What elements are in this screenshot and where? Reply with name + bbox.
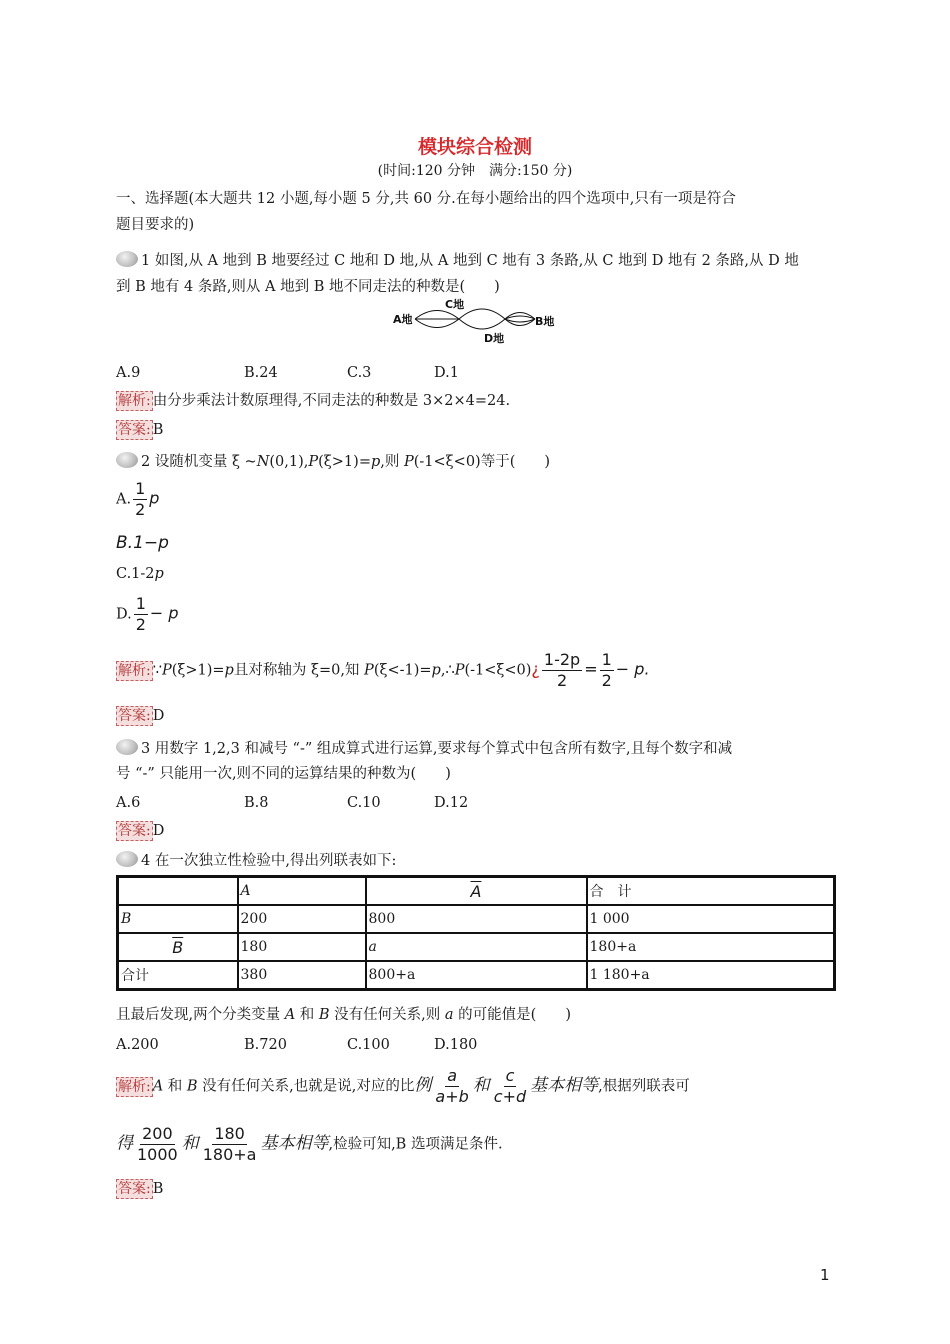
diagram-paths [415,309,535,329]
question-3-answer [116,820,164,842]
option-b[interactable]: B.1−p [116,533,169,553]
fraction: $\frac{1-2p}{2}$ [543,650,581,690]
question-4-analysis-line-2: 得 $\frac{200}{1000}$ 和 $\frac{180}{180+a}$ 基本相等,检验可知,B 选项满足条件. [116,1124,503,1164]
table-cell: 1 180+a [587,961,835,990]
page-title: 模块综合检测 [417,136,532,158]
table-cell: 800+a [366,961,587,990]
fraction: $\frac{200}{1000}$ [137,1124,178,1164]
table-cell: B [118,905,238,933]
contingency-table [116,875,836,991]
question-4-condition: 且最后发现,两个分类变量 A 和 B 没有任何关系,则 a 的可能值是( ) [116,1007,571,1023]
table-row [118,961,835,990]
question-2-stem: 2 设随机变量 ξ ~N(0,1),P(ξ>1)=p,则 P(-1<ξ<0)等于( ) [116,451,550,473]
table-cell: 380 [238,961,366,990]
table-cell: 1 000 [587,905,835,933]
analysis-tag: 解析: [118,662,151,679]
option-d[interactable]: D.12 [434,795,469,811]
fraction: $\frac{c}{c+d}$ [493,1066,527,1106]
question-marker-icon [116,452,138,468]
answer-value: D [152,823,165,839]
analysis-tag: 解析: [118,1078,151,1095]
answer-value: B [152,1181,164,1197]
option-d[interactable]: D.180 [434,1037,478,1053]
question-2-analysis: 解析: ∵P(ξ>1)=p且对称轴为 ξ=0,知 P(ξ<-1)=p,∴P(-1<ξ<0)¿ $\frac{1-2p}{2}$ = $\frac{1}{2}$ − p. [118,650,650,690]
question-4-answer [116,1178,163,1200]
question-1-analysis [116,390,510,412]
question-4-options [116,1034,477,1056]
question-3-options [116,792,468,814]
question-4-stem: 4 在一次独立性检验中,得出列联表如下: [116,850,396,872]
diagram-label-b: B地 [535,315,555,328]
option-d[interactable]: D.1 [434,365,459,381]
answer-tag: 答案: [118,708,151,724]
question-2-answer [116,705,164,727]
answer-tag: 答案: [118,1181,151,1197]
table-cell: 200 [238,905,366,933]
question-4-analysis-line-1: 解析: A 和 B 没有任何关系,也就是说,对应的比例 $\frac{a}{a+b}$ 和 $\frac{c}{c+d}$ 基本相等,根据列联表可 [118,1066,690,1106]
table-cell: 180+a [587,933,835,961]
analysis-text: 由分步乘法计数原理得,不同走法的种数是 3×2×4=24. [152,393,511,409]
question-marker-icon [116,251,138,267]
table-cell: $\overline{B}$ [118,933,238,961]
answer-value: D [152,708,165,724]
table-cell: 180 [238,933,366,961]
table-row [118,933,835,961]
option-d[interactable]: D. $\frac{1}{2}$ − p [116,594,179,634]
option-c[interactable]: C.10 [347,795,381,811]
option-c[interactable]: C.3 [347,365,372,381]
diagram-label-a: A地 [393,313,413,326]
option-a[interactable]: A.9 [116,365,141,381]
analysis-tag: 解析: [118,393,151,409]
answer-tag: 答案: [118,823,151,839]
question-1-answer [116,419,163,441]
question-marker-icon [116,739,138,755]
question-1-line-2: 到 B 地有 4 条路,则从 A 地到 B 地不同走法的种数是( ) [116,279,500,295]
option-c[interactable]: C.1-2p [116,566,164,582]
table-cell [118,877,238,906]
table-cell: 合 计 [587,877,835,906]
section-heading-line-2: 题目要求的) [116,217,195,233]
table-cell: 合计 [118,961,238,990]
option-b[interactable]: B.8 [244,795,269,811]
answer-value: B [152,422,164,438]
option-a[interactable]: A.200 [116,1037,159,1053]
option-a[interactable]: A. $\frac{1}{2}$ p [116,479,160,519]
table-row [118,905,835,933]
question-3-line-1: 3 用数字 1,2,3 和减号 “-” 组成算式进行运算,要求每个算式中包含所有数字,且每个数字和减 [116,738,732,760]
page-number: 1 [820,1266,830,1284]
route-diagram [385,294,565,346]
option-c[interactable]: C.100 [347,1037,390,1053]
question-marker-icon [116,851,138,867]
option-a[interactable]: A.6 [116,795,141,811]
table-header-row [118,877,835,906]
table-cell: a [366,933,587,961]
table-cell: $\overline{A}$ [366,877,587,906]
question-1-text-1: 1 如图,从 A 地到 B 地要经过 C 地和 D 地,从 A 地到 C 地有 3 条路,从 C 地到 D 地有 2 条路,从 D 地 [141,253,799,269]
fraction: $\frac{1}{2}$ [135,479,146,519]
fraction: $\frac{180}{180+a}$ [202,1124,257,1164]
question-1-line-1 [116,250,799,272]
question-3-line-2: 号 “-” 只能用一次,则不同的运算结果的种数为( ) [116,766,451,782]
fraction: $\frac{1}{2}$ [601,650,612,690]
question-1-options [116,362,459,384]
section-heading-line-1: 一、选择题(本大题共 12 小题,每小题 5 分,共 60 分.在每小题给出的四个选项中,只有一项是符合 [116,191,736,207]
exam-info: (时间:120 分钟 满分:150 分) [377,163,573,179]
option-b[interactable]: B.720 [244,1037,287,1053]
diagram-label-d: D地 [484,332,505,345]
table-cell: 800 [366,905,587,933]
fraction: $\frac{1}{2}$ [135,594,146,634]
answer-tag: 答案: [118,422,151,438]
diagram-label-c: C地 [445,298,465,311]
fraction: $\frac{a}{a+b}$ [435,1066,469,1106]
option-b[interactable]: B.24 [244,365,278,381]
table-cell: A [238,877,366,906]
